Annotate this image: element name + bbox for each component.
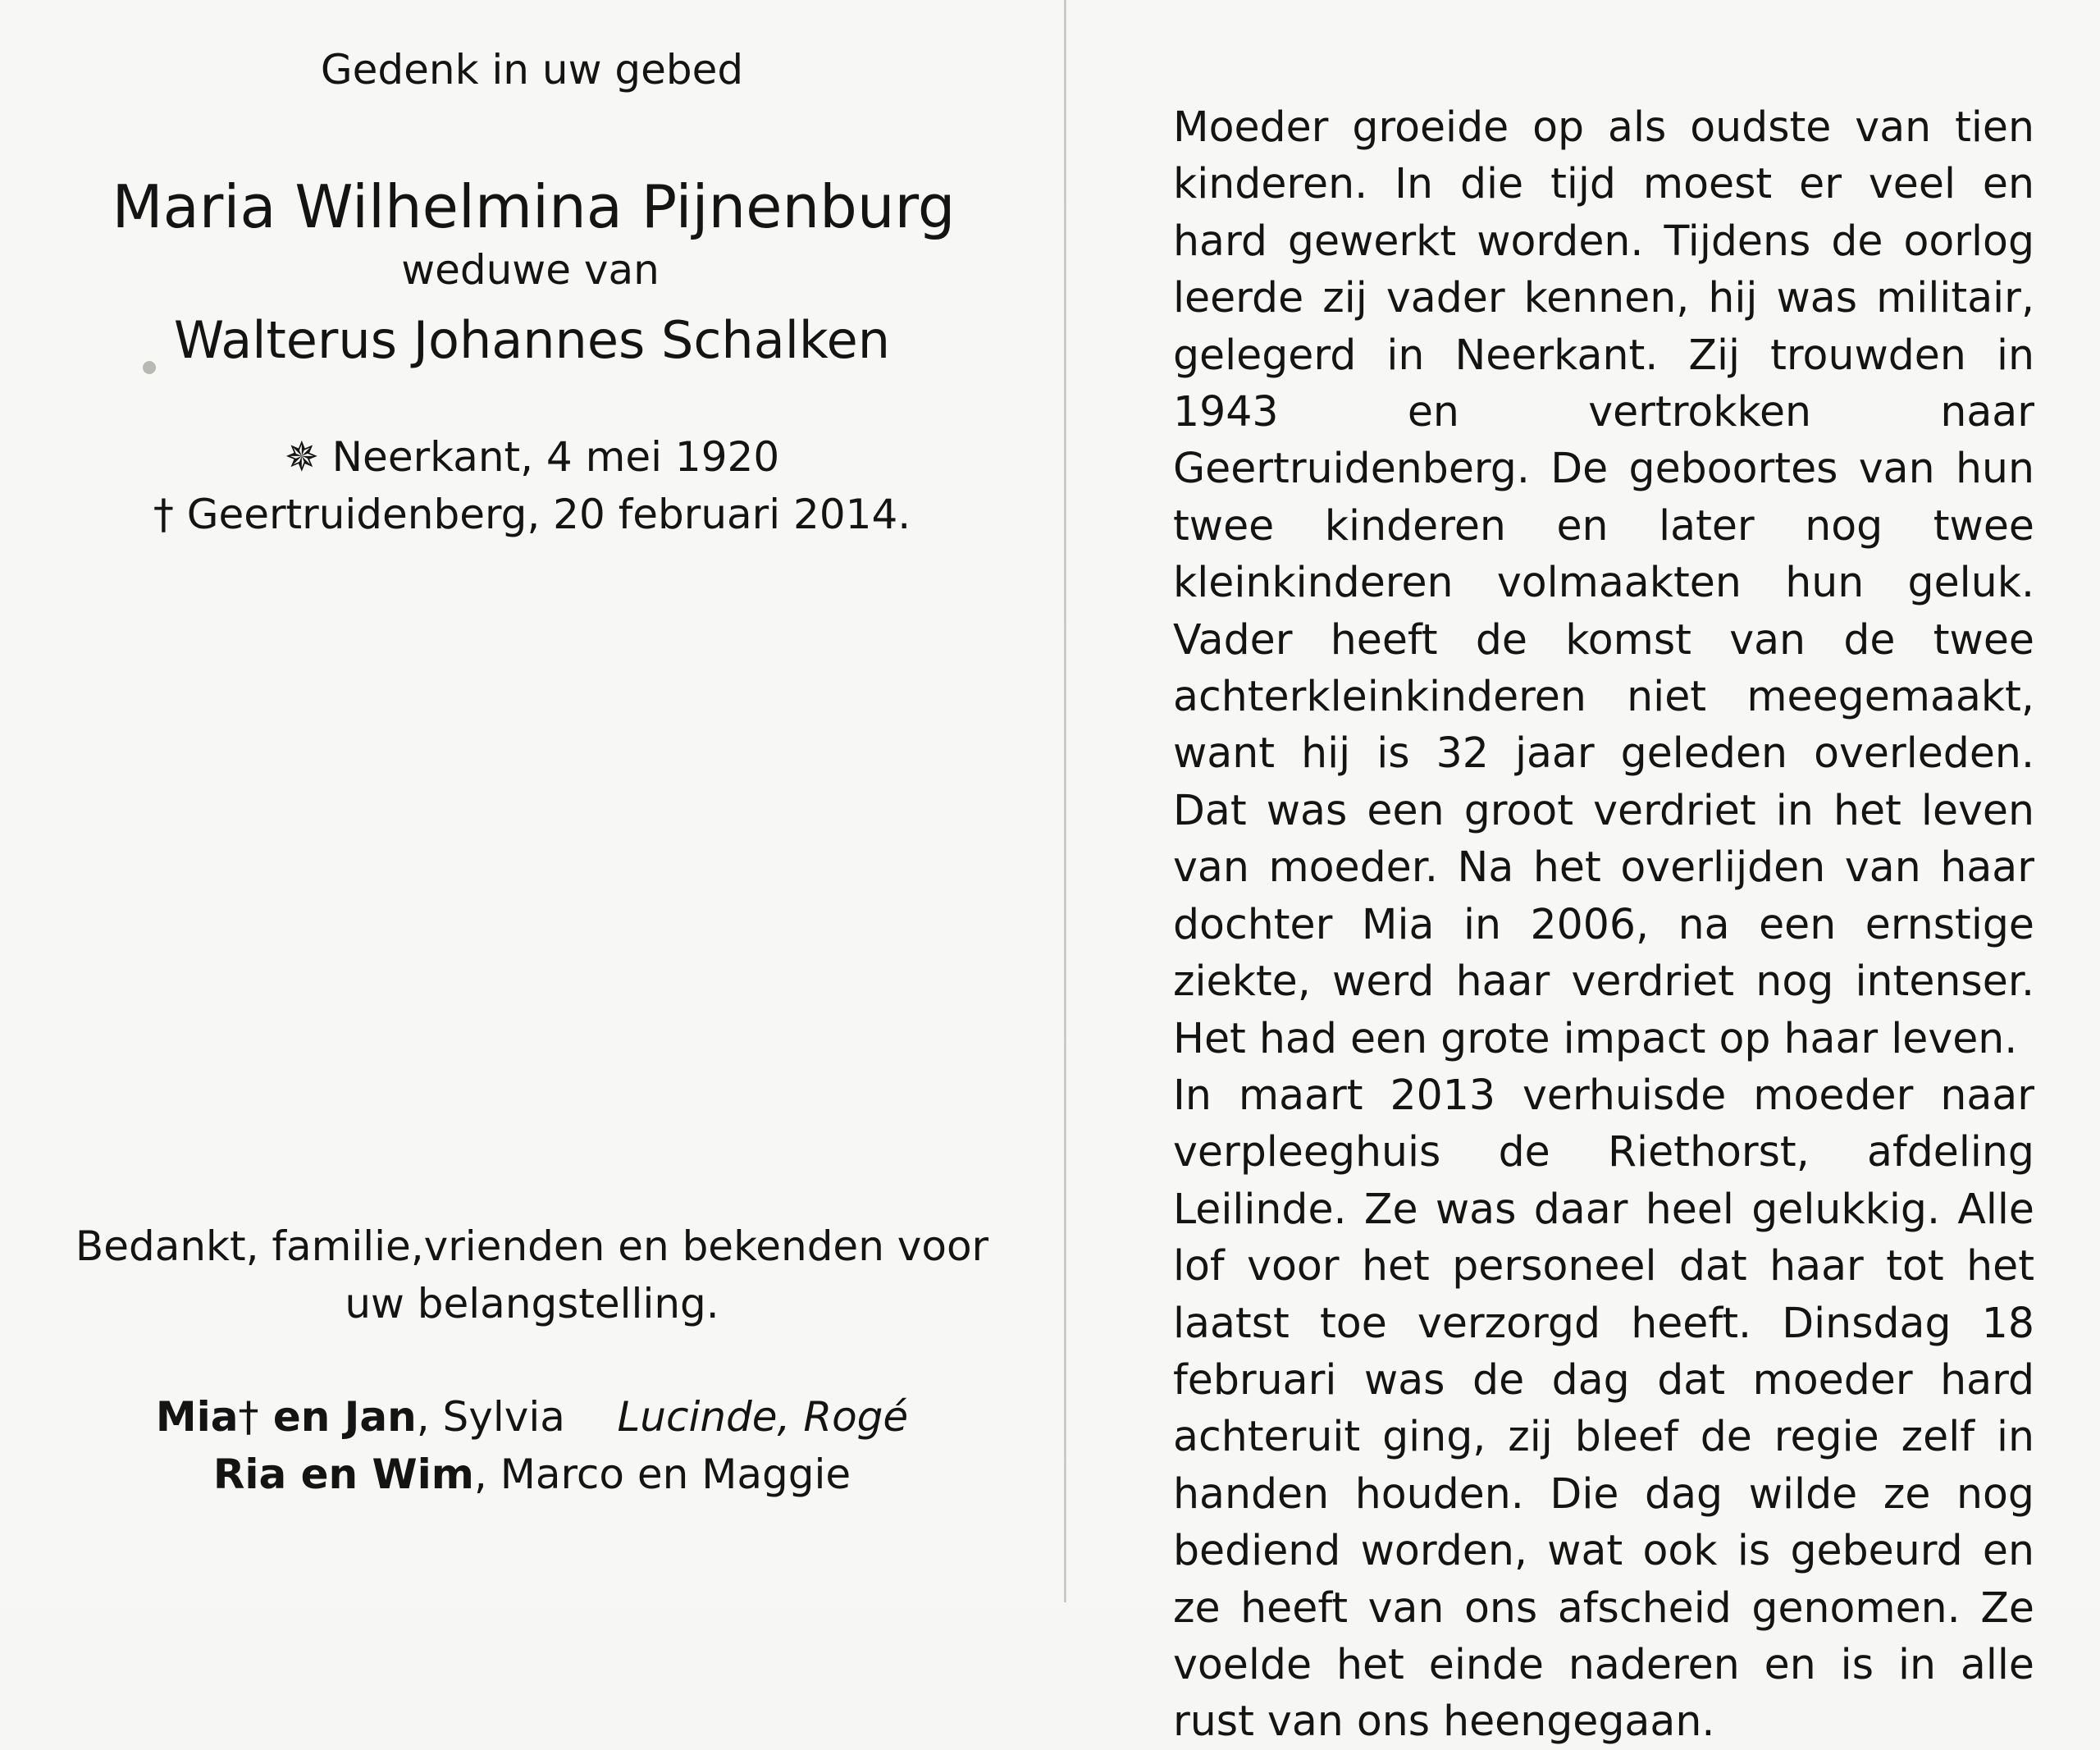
family-name-ria-wim: Ria en Wim [212,1451,474,1498]
thanks-line-1: Bedankt, familie,vrienden en bekenden voor [75,1222,989,1270]
grandchildren-names: Lucinde, Rogé [617,1393,909,1441]
right-page [1066,0,2100,1746]
left-page [0,0,1064,1602]
family-name-marco-maggie: , Marco en Maggie [473,1451,851,1498]
cross-icon: † [238,1393,259,1441]
death-cross-icon: † [153,491,174,538]
family-name-jan: en Jan [258,1393,417,1441]
spouse-name: Walterus Johannes Schalken [173,310,891,370]
biography-text [1173,98,2034,1750]
paper-speck [143,361,156,374]
thanks-line-2: uw belangstelling. [345,1280,719,1327]
biography-paragraph-1: Moeder groeide op als oudste van tien kinderen. In die tijd moest er veel en hard gewerkt worden. Tijdens de oorlog leerde zij vader kennen, hij was militair, gelegerd in Neerkant. Zij trouwden in 1943 en vertrokken naar Geertruidenberg. De geboortes van hun twee kinderen en later nog twee kleinkinderen volmaakten hun geluk. Vader heeft de komst van de twee achterkleinkinderen niet meegemaakt, want hij is 32 jaar geleden overleden. Dat was een groot verdriet in het leven van moeder. Na het overlijden van haar dochter Mia in 2006, na een ernstige ziekte, werd haar verdriet nog intenser. Het had een grote impact op haar leven. [1173,103,2034,1062]
prayer-header: Gedenk in uw gebed [320,46,744,94]
family-name-mia: Mia [155,1393,239,1441]
death-text: Geertruidenberg, 20 februari 2014. [186,491,911,538]
widow-of-label: weduwe van [401,246,660,294]
deceased-name: Maria Wilhelmina Pijnenburg [112,172,956,241]
birth-text: Neerkant, 4 mei 1920 [331,433,780,481]
biography-paragraph-2: In maart 2013 verhuisde moeder naar verpleeghuis de Riethorst, afdeling Leilinde. Ze was daar heel gelukkig. Alle lof voor het personeel dat haar tot het laatst toe verzorgd heeft. Dinsdag 18 februari was de dag dat moeder hard achteruit ging, zij bleef de regie zelf in handen houden. Die dag wilde ze nog bediend worden, wat ook is gebeurd en ze heeft van ons afscheid genomen. Ze voelde het einde naderen en is in alle rust van ons heengegaan. [1173,1070,2034,1746]
family-name-sylvia: , Sylvia [416,1393,565,1441]
birth-star-icon: ✵ [284,433,319,481]
